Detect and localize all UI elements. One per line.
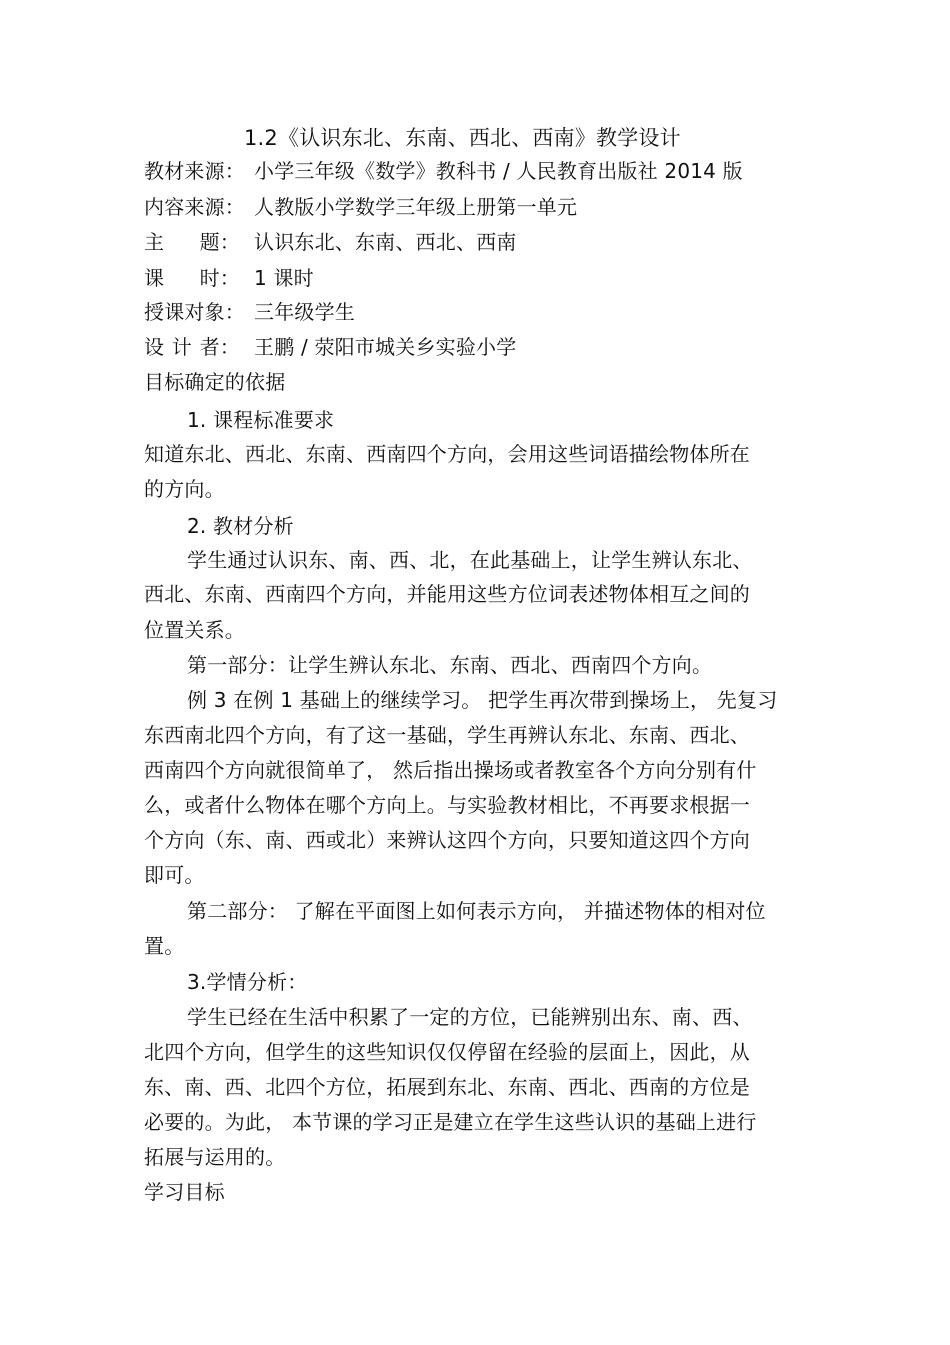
paragraph-line: 西南四个方向就很简单了， 然后指出操场或者教室各个方向分别有什 bbox=[144, 758, 757, 782]
meta-designer-row bbox=[144, 333, 516, 361]
paragraph-line: 知道东北、西北、东南、西南四个方向，会用这些词语描绘物体所在 bbox=[144, 442, 750, 466]
paragraph-line: 例 3 在例 1 基础上的继续学习。 把学生再次带到操场上， 先复习 bbox=[187, 688, 778, 712]
meta-audience-row bbox=[144, 298, 355, 326]
meta-hours-label bbox=[144, 264, 240, 292]
meta-content-label: 内容来源： bbox=[144, 195, 245, 219]
meta-designer-value: 王鹏 / 荥阳市城关乡实验小学 bbox=[254, 335, 517, 359]
meta-topic-row bbox=[144, 228, 517, 256]
meta-topic-label bbox=[144, 228, 240, 256]
goals-heading: 学习目标 bbox=[144, 1180, 225, 1204]
paragraph-line: 么，或者什么物体在哪个方向上。与实验教材相比，不再要求根据一 bbox=[144, 793, 750, 817]
paragraph-line: 置。 bbox=[144, 934, 185, 958]
meta-content-row bbox=[144, 193, 577, 221]
meta-audience-value: 三年级学生 bbox=[254, 300, 355, 324]
paragraph-line: 西北、东南、西南四个方向，并能用这些方位词表述物体相互之间的 bbox=[144, 582, 750, 606]
basis-heading: 目标确定的依据 bbox=[144, 370, 286, 394]
document-title: 1.2《认识东北、东南、西北、西南》教学设计 bbox=[244, 126, 681, 150]
meta-audience-label: 授课对象： bbox=[144, 300, 245, 324]
meta-hours-label-part: 时： bbox=[199, 266, 240, 290]
meta-topic-value: 认识东北、东南、西北、西南 bbox=[254, 230, 517, 254]
paragraph-line: 必要的。为此， 本节课的学习正是建立在学生这些认识的基础上进行 bbox=[144, 1110, 757, 1134]
paragraph-line: 学生通过认识东、南、西、北，在此基础上，让学生辨认东北、 bbox=[187, 548, 753, 572]
paragraph-line: 的方向。 bbox=[144, 477, 225, 501]
paragraph-line: 第二部分： 了解在平面图上如何表示方向， 并描述物体的相对位 bbox=[187, 899, 766, 923]
meta-hours-value: 1 课时 bbox=[254, 266, 314, 290]
meta-designer-label bbox=[144, 333, 240, 361]
meta-source-label: 教材来源： bbox=[144, 159, 245, 183]
paragraph-line: 位置关系。 bbox=[144, 618, 245, 642]
paragraph-line: 第一部分：让学生辨认东北、东南、西北、西南四个方向。 bbox=[187, 653, 713, 677]
meta-hours-label-part: 课 bbox=[144, 266, 165, 290]
paragraph-line: 东西南北四个方向，有了这一基础，学生再辨认东北、东南、西北、 bbox=[144, 723, 750, 747]
paragraph-line: 学生已经在生活中积累了一定的方位，已能辨别出东、南、西、 bbox=[187, 1005, 753, 1029]
paragraph-line: 东、南、西、北四个方位，拓展到东北、东南、西北、西南的方位是 bbox=[144, 1075, 750, 1099]
section-1-heading: 1. 课程标准要求 bbox=[187, 408, 335, 432]
meta-topic-label-part: 题： bbox=[199, 230, 240, 254]
meta-designer-label-part: 计 bbox=[171, 335, 192, 359]
meta-source-row bbox=[144, 157, 743, 185]
meta-hours-row bbox=[144, 264, 314, 292]
meta-designer-label-part: 设 bbox=[144, 335, 165, 359]
meta-topic-label-part: 主 bbox=[144, 230, 165, 254]
section-3-heading: 3.学情分析： bbox=[187, 970, 308, 994]
paragraph-line: 北四个方向，但学生的这些知识仅仅停留在经验的层面上，因此，从 bbox=[144, 1040, 750, 1064]
section-2-heading: 2. 教材分析 bbox=[187, 514, 294, 538]
meta-designer-label-part: 者： bbox=[199, 335, 240, 359]
paragraph-line: 即可。 bbox=[144, 863, 205, 887]
meta-source-value: 小学三年级《数学》教科书 / 人民教育出版社 2014 版 bbox=[254, 159, 743, 183]
meta-content-value: 人教版小学数学三年级上册第一单元 bbox=[254, 195, 578, 219]
paragraph-line: 个方向（东、南、西或北）来辨认这四个方向，只要知道这四个方向 bbox=[144, 828, 750, 852]
paragraph-line: 拓展与运用的。 bbox=[144, 1145, 286, 1169]
